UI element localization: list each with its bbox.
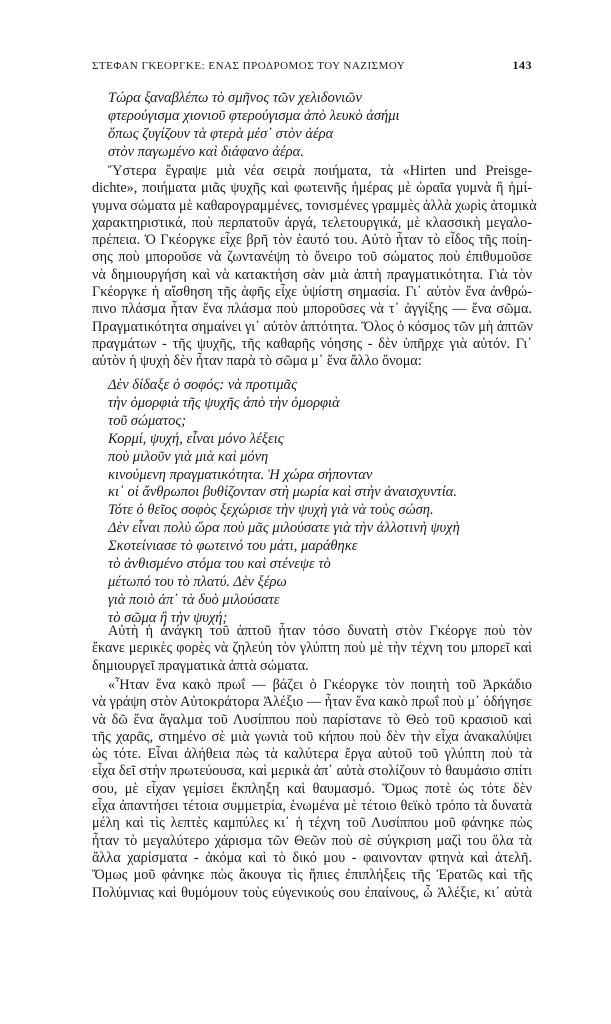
poem-line: ὅπως ζυγίζουν τὰ φτερὰ μέσ᾿ στὸν ἀέρα [108, 126, 334, 142]
poem-line: τὸ σῶμα ἢ τὴν ψυχή; [108, 609, 228, 626]
header-title: ΣΤΕΦΑΝ ΓΚΕΟΡΓΚΕ: ΕΝΑΣ ΠΡΟΔΡΟΜΟΣ ΤΟΥ ΝΑΖΙΣΜΟΥ [92, 60, 406, 72]
poem-line: φτερούγισμα χιονιοῦ φτερούγισμα ἀπὸ λευκὸ ἀσήμι [108, 108, 400, 124]
poem-line: Δὲν δίδαξε ὁ σοφός: νὰ προτιμᾶς [108, 377, 297, 393]
text-line: Πραγματικότητα σημαίνει γι᾿ αὐτὸν ἁπτότητα. Ὅλος ὁ κόσμος τῶν μὴ ἁπτῶν [92, 318, 533, 335]
text-line: μέλη καὶ τὶς λεπτὲς καμπύλες κι᾿ ἡ τέχνη τοῦ Λυσίππου μοῦ φάνηκε πὼς [92, 815, 532, 832]
poem-line: τοῦ σώματος; [108, 412, 187, 429]
poem-line: Δὲν εἶναι πολὺ ὥρα ποὺ μᾶς μιλούσατε γιὰ τὴν ἀλλοτινὴ ψυχὴ [108, 520, 460, 537]
text-line: Ὅμως μοῦ φάνηκε πὼς ἄκουγα τὶς ἤπιες ἐπιπλήξεις τῆς Ἐρατῶς καὶ τῆς [92, 867, 532, 884]
text-line: πρέπεια. Ὁ Γκέοργκε εἶχε βρῆ τὸν ἑαυτό του. Αὐτὸ ἦταν τὸ εἶδος τῆς ποίη- [92, 232, 532, 249]
text-line: πραγμάτων - τῆς ψυχῆς, τῆς καθαρῆς νόησης - δὲν ὑπῆρχε γιὰ αὐτόν. Γι᾿ [92, 335, 532, 352]
text-line: εἶχα δεῖ στὴν πρωτεύουσα, καὶ μερικὰ ἀπ᾿ αὐτὰ στολίζουν τὸ θαυμάσιο σπίτι [92, 763, 532, 780]
paragraph-hirten [92, 163, 537, 371]
text-line: τῆς χαρᾶς, στημένο σὲ μιὰ γωνιὰ τοῦ κήπου ποὺ δὲν τὴν εἶχα ἀνακαλύψει [92, 728, 532, 745]
text-line: εἶχα ἀπαντήσει τέτοια συμμετρία, ἑνωμένα μὲ τέτοιο θεϊκὸ τρόπο τὰ δυνατὰ [92, 798, 532, 815]
text-line: νὰ δημιουργήση καὶ νὰ κατακτήση σὰν μιὰ ἁπτὴ πραγματικότητα. Γιὰ τὸν [92, 266, 532, 283]
poem-line: μέτωπό του τὸ πλατύ. Δὲν ξέρω [108, 573, 287, 590]
poem-line: τὸ ἀνθισμένο στόμα του καὶ στένεψε τὸ [108, 556, 331, 573]
text-line: νὰ δῶ ἕνα ἄγαλμα τοῦ Λυσίππου ποὺ παρίστανε τὸ Θεὸ τοῦ κρασιοῦ καὶ [92, 711, 532, 728]
poem-line: ποὺ μιλοῦν γιὰ μιὰ καὶ μόνη [108, 448, 269, 465]
poem-line: κινούμενη πραγματικότητα. Ἡ χώρα σήπονταν [108, 466, 373, 483]
poem-line: τὴν ὀμορφιὰ τῆς ψυχῆς ἀπὸ τὴν ὀμορφιὰ [108, 394, 340, 411]
text-line: Πολύμνιας καὶ θυμόμουν τοὺς εὐγενικούς σου ἐπαίνους, ὦ Ἀλέξιε, κι᾿ αὐτὰ [92, 884, 532, 901]
text-line: ἄλλα χαρίσματα - ἀκόμα καὶ τὸ δικό μου - φαινονταν φτηνὰ καὶ ἀτελῆ. [92, 849, 532, 866]
text-line: ἔκανε μερικὲς φορὲς νὰ ζηλεύη τὸν γλύπτη ποὺ μὲ τὴν τέχνη του μπορεῖ καὶ [92, 640, 532, 657]
text-line: dichte», ποιήματα μιᾶς ψυχῆς καὶ φωτεινῆς ἡμέρας μὲ ὡραῖα γυμνὰ ἢ ἡμί- [92, 180, 532, 197]
text-line: σου, μὲ εἶχαν γεμίσει ἔκπληξη καὶ θαυμασμό. Ὅμως ποτὲ ὡς τότε δὲν [92, 780, 532, 797]
paragraph-arkadios-letter [92, 677, 532, 902]
poem-soul-body [108, 377, 460, 628]
text-line: Ὕστερα ἔγραψε μιὰ νέα σειρὰ ποιήματα, τὰ «Hirten und Preisge- [108, 163, 532, 179]
text-line: αὐτὸν ἡ ψυχὴ δὲν ἦταν παρὰ τὸ σῶμα μ᾿ ἕνα ἄλλο ὄνομα: [92, 353, 422, 370]
text-line: «Ἦταν ἕνα κακὸ πρωΐ — βάζει ὁ Γκέοργκε τὸν ποιητὴ τοῦ Ἀρκάδιο [108, 677, 532, 693]
text-line: ἦταν τὸ μεγαλύτερο χάρισμα τῶν Θεῶν ποὺ σὲ σύγκριση μαζὶ του ὅλα τὰ [92, 832, 532, 849]
text-line: Γκέοργκε ἡ αἴσθηση τῆς ἁφῆς εἶχε ὑψίστη σημασία. Γι᾿ αὐτὸν ἕνα ἀνθρώ- [92, 284, 532, 301]
text-line: νὰ γράψη στὸν Αὐτοκράτορα Ἀλέξιο — ἦταν ἕνα κακὸ πρωΐ ποὺ μ᾿ ὁδήγησε [92, 694, 532, 711]
poem-line: κι᾿ οἱ ἄνθρωποι βυθίζονταν στὴ μωρία καὶ στὴν ἀναισχυντία. [108, 484, 457, 501]
page-number: 143 [512, 58, 532, 72]
poem-line: στὸν παγωμένο καὶ διάφανο ἀέρα. [108, 144, 304, 160]
text-line: δημιουργεῖ πραγματικὰ ἁπτὰ σώματα. [92, 657, 309, 674]
poem-line: Τότε ὁ θεῖος σοφὸς ξεχώρισε τὴν ψυχὴ γιὰ νὰ τοὺς σώση. [108, 502, 434, 519]
poem-swallows [108, 89, 400, 161]
poem-line: Τώρα ξαναβλέπω τὸ σμῆνος τῶν χελιδονιῶν [108, 90, 362, 106]
text-line: Αὐτὴ ἡ ἀνάγκη τοῦ ἁπτοῦ ἦταν τόσο δυνατὴ στὸν Γκέοργε ποὺ τὸν [108, 623, 532, 639]
paragraph-sculptor [92, 623, 532, 675]
text-line: ὡς τότε. Εἶναι ἀλήθεια πὼς τὰ καλύτερα ἔργα αὐτοῦ τοῦ γλύπτη ποὺ τὰ [92, 746, 532, 763]
poem-line: Κορμί, ψυχή, εἶναι μόνο λέξεις [108, 430, 284, 447]
text-line: χαρακτηριστικά, ποὺ περπατοῦν ἀργά, τελετουργικά, μὲ κλασσικὴ μεγαλο- [92, 214, 532, 231]
text-line: πινο πλάσμα ἦταν ἕνα πλάσμα ποὺ μποροῦσες νὰ τ᾿ ἀγγίξης — ἕνα σῶμα. [92, 301, 532, 318]
running-header [92, 58, 532, 73]
poem-line: γιὰ ποιὸ ἀπ᾿ τὰ δυὸ μιλούσατε [108, 591, 280, 608]
text-line: σης ποὺ μποροῦσε νὰ ζωντανέψη τὸ ὄνειρο τοῦ σώματος ποὺ ἐπιθυμοῦσε [92, 249, 532, 266]
poem-line: Σκοτείνιασε τὸ φωτεινό του μάτι, μαράθηκε [108, 538, 358, 555]
text-line: γυμνα σώματα μὲ καθαρογραμμένες, τονισμένες γραμμὲς ἀλλὰ χωρὶς ἀτομικὰ [92, 197, 537, 214]
